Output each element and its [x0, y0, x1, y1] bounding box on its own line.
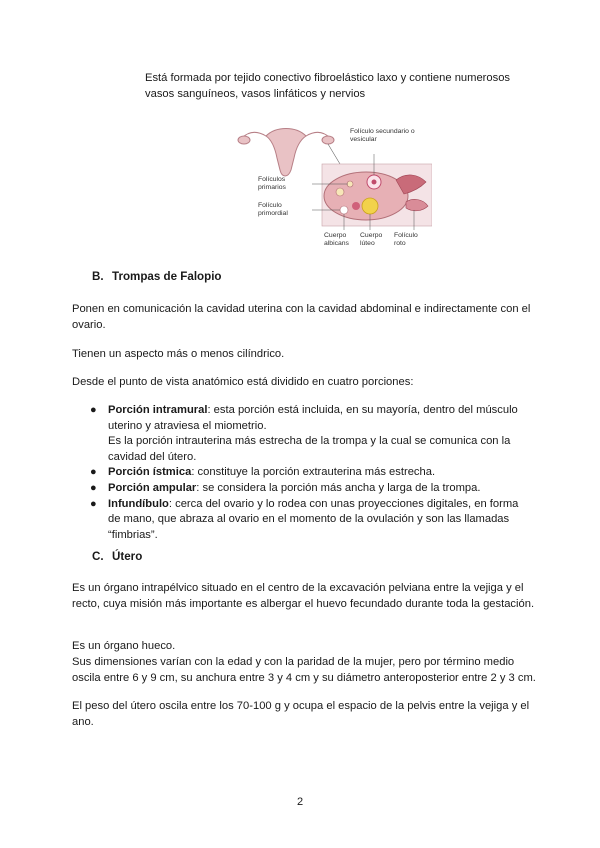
bullet-extra: Es la porción intrauterina más estrecha de la trompa y la cual se comunica con la cavidad del útero. [108, 435, 511, 463]
fallopian-portions-list [90, 403, 530, 543]
intro-line-1: Está formada por tejido conectivo fibroelástico laxo y contiene numerosos [145, 72, 511, 84]
section-b-paragraph-3: Desde el punto de vista anatómico está dividido en cuatro porciones: [72, 376, 414, 388]
uterus-sketch [238, 129, 334, 177]
bullet-dot: ● [90, 497, 97, 510]
section-c-paragraph-1: Es un órgano intrapélvico situado en el centro de la excavación pelviana entre la vejiga y el recto, cuya misión más importante es albergar el huevo fecundado durante toda la gestación. [72, 582, 535, 610]
label-ruptured-follicle: Folículo roto [394, 232, 418, 247]
section-b-paragraph-2: Tienen un aspecto más o menos cilíndrico. [72, 348, 285, 360]
intro-line-2: vasos sanguíneos, vasos linfáticos y nervios [145, 88, 366, 100]
list-item [90, 403, 530, 465]
bullet-dot: ● [90, 466, 97, 479]
bullet-dot: ● [90, 404, 97, 416]
list-item [90, 465, 530, 481]
label-primordial-follicle: Folículo primordial [258, 202, 288, 217]
section-c-letter: C. [92, 550, 104, 563]
bullet-text: : se considera la porción más ancha y larga de la trompa. [196, 481, 481, 494]
bullet-term: Porción intramural [108, 404, 208, 416]
section-c-paragraph-2: Es un órgano hueco. [72, 640, 176, 652]
corpus-luteum [362, 198, 378, 214]
page-number: 2 [296, 796, 304, 808]
ovary-figure [236, 118, 432, 258]
list-item [90, 481, 530, 497]
section-b-paragraph-1: Ponen en comunicación la cavidad uterina con la cavidad abdominal e indirectamente con el ovario. [72, 303, 531, 331]
label-corpus-luteum: Cuerpo lúteo [360, 232, 383, 247]
label-primary-follicles: Folículos primarios [258, 176, 286, 191]
corpus-albicans [340, 206, 348, 214]
section-c-paragraph-3: Sus dimensiones varían con la edad y con la paridad de la mujer, pero por término medio oscila entre 6 y 9 cm, su anchura entre 3 y 4 cm y su diámetro anteroposterior entre 2 y 3 cm. [72, 656, 536, 684]
bullet-term: Infundíbulo [108, 497, 169, 510]
bullet-term: Porción ístmica [108, 466, 192, 479]
label-corpus-albicans: Cuerpo albicans [324, 232, 349, 247]
bullet-term: Porción ampular [108, 481, 197, 494]
section-b-title: Trompas de Falopio [112, 270, 222, 283]
bullet-text: : constituye la porción extrauterina más estrecha. [191, 466, 436, 479]
section-b-letter: B. [92, 270, 104, 283]
section-c-heading [92, 550, 142, 563]
label-secondary-follicle: Folículo secundario o vesicular [350, 128, 415, 143]
bullet-text: : cerca del ovario y lo rodea con unas proyecciones digitales, en forma de mano, que abraza al ovario en el momento de la ovulación y son las llamadas “fimbrias”. [108, 497, 519, 541]
section-c-title: Útero [112, 550, 143, 563]
intro-paragraph [145, 70, 535, 102]
bullet-dot: ● [90, 481, 97, 494]
bullet-text: : esta porción está incluida, en su mayoría, dentro del músculo uterino y atraviesa el miometrio. [108, 404, 518, 432]
list-item [90, 497, 530, 544]
section-c-paragraph-4: El peso del útero oscila entre los 70-100 g y ocupa el espacio de la pelvis entre la vejiga y el ano. [72, 700, 530, 728]
section-b-heading [92, 270, 222, 283]
